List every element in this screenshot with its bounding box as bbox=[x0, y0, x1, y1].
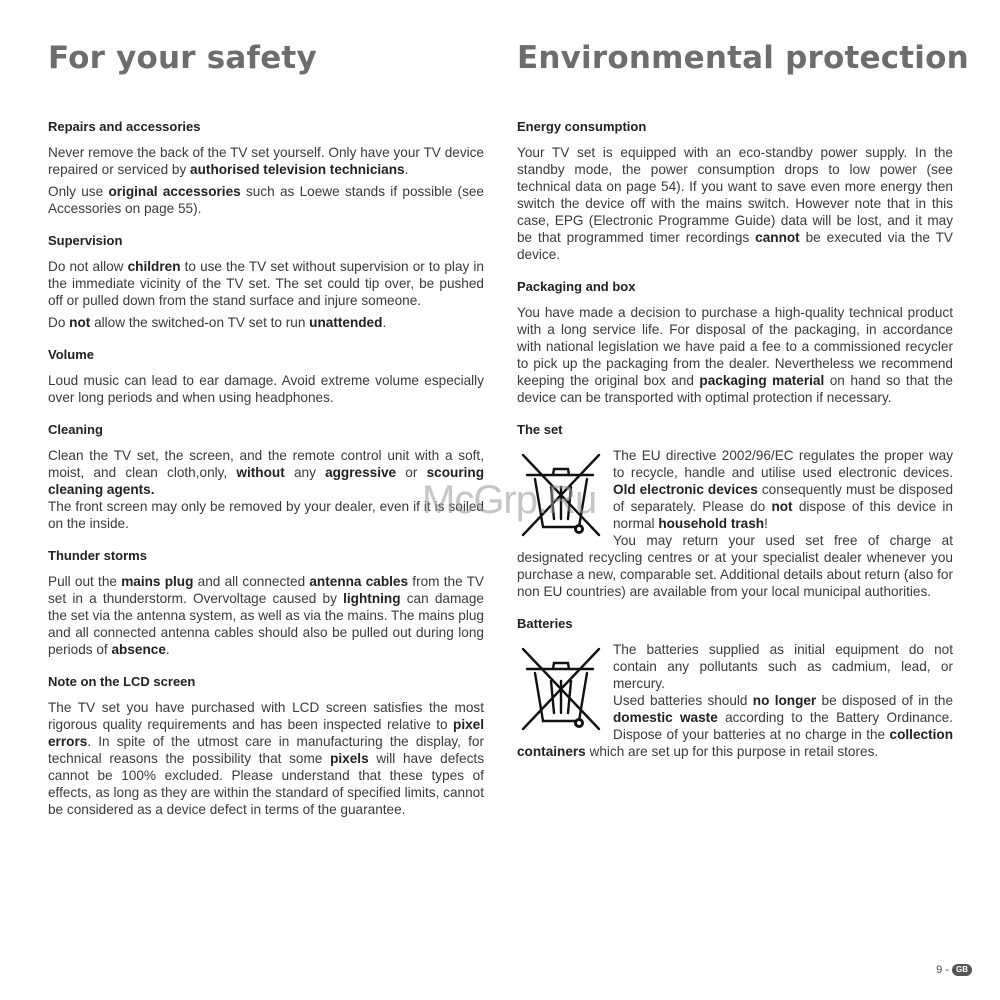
bold-text: no longer bbox=[752, 693, 817, 708]
section bbox=[48, 346, 484, 406]
bold-text: antenna cables bbox=[309, 574, 409, 589]
section bbox=[48, 421, 484, 532]
bold-text: not bbox=[771, 499, 793, 514]
bold-text: packaging material bbox=[699, 373, 825, 388]
page-number: 9 - bbox=[936, 964, 949, 976]
bold-text: mains plug bbox=[121, 574, 194, 589]
paragraph: Do not allow children to use the TV set without supervision or to play in the immediate vicinity of the TV set. The set could tip over, be pushed off or pulled down from the stand surface and injure someone. bbox=[48, 259, 484, 308]
section-heading: Packaging and box bbox=[517, 279, 636, 294]
bold-text: domestic waste bbox=[613, 710, 718, 725]
paragraph: Used batteries should no longer be disposed of in the domestic waste according to the Battery Ordinance. Dispose of your batteries at no charge in the collection containers which are set up for this purpose in retail stores. bbox=[517, 693, 954, 759]
watermark: McGrp.Ru bbox=[422, 478, 597, 522]
paragraph: Only use original accessories such as Loewe stands if possible (see Accessories on page 55). bbox=[48, 184, 484, 216]
paragraph: The TV set you have purchased with LCD screen satisfies the most rigorous quality requirements and has been inspected relative to pixel errors. In spite of the utmost care in manufacturing the display, for technical reasons the possibility that some pixels will have defects cannot be 100% excluded. Please understand that these types of effects, as long as they are within the standard of specified limits, cannot be considered as a device defect in terms of the guarantee. bbox=[48, 700, 484, 817]
left-content bbox=[48, 118, 484, 833]
section bbox=[48, 673, 484, 818]
section-heading: Supervision bbox=[48, 233, 123, 248]
right-content bbox=[517, 118, 953, 775]
paragraph: Clean the TV set, the screen, and the remote control unit with a soft, moist, and clean cloth,only, without any aggressive or scouring cleaning agents. bbox=[48, 448, 484, 497]
bold-text: children bbox=[127, 259, 181, 274]
paragraph: Your TV set is equipped with an eco-standby power supply. In the standby mode, the power consumption drops to low power (see technical data on page 54). If you want to save even more energy then switch the device off with the mains switch. However note that in this case, EPG (Electronic Programme Guide) data will be lost, and it may be that programmed timer recordings cannot be executed via the TV device. bbox=[517, 145, 953, 262]
bold-text: lightning bbox=[343, 591, 401, 606]
crossed-out-wheelie-bin-icon bbox=[517, 643, 605, 731]
section-heading: The set bbox=[517, 422, 563, 437]
section bbox=[517, 278, 953, 406]
bold-text: scouring cleaning agents. bbox=[48, 465, 484, 497]
section-heading: Energy consumption bbox=[517, 119, 647, 134]
bold-text: pixel errors bbox=[48, 717, 484, 749]
paragraph: Pull out the mains plug and all connected antenna cables from the TV set in a thunderstorm. Overvoltage caused by lightning can damage the set via the antenna system, as well as via the mains. The mains plug and all connected antenna cables should also be pulled out during long periods of absence. bbox=[48, 574, 484, 657]
section bbox=[517, 615, 953, 760]
paragraph: The front screen may only be removed by your dealer, even if it is soiled on the inside. bbox=[48, 499, 484, 531]
bold-text: aggressive bbox=[325, 465, 397, 480]
section-heading: Repairs and accessories bbox=[48, 119, 201, 134]
bold-text: not bbox=[69, 315, 91, 330]
bold-text: Old electronic devices bbox=[613, 482, 758, 497]
bold-text: authorised television technicians bbox=[190, 162, 405, 177]
bold-text: household trash bbox=[658, 516, 765, 531]
bold-text: without bbox=[236, 465, 285, 480]
section-heading: Batteries bbox=[517, 616, 573, 631]
section-heading: Cleaning bbox=[48, 422, 103, 437]
paragraph: You have made a decision to purchase a high-quality technical product with a long service life. For disposal of the packaging, in accordance with national legislation we have paid a fee to a commissioned recycler to pick up the packaging from the dealer. Nevertheless we recommend keeping the original box and packaging material on hand so that the device can be transported with optimal protection if necessary. bbox=[517, 305, 953, 405]
section-heading: Thunder storms bbox=[48, 548, 147, 563]
language-badge: GB bbox=[952, 964, 972, 976]
bold-text: absence bbox=[111, 642, 166, 657]
bold-text: cannot bbox=[755, 230, 800, 245]
paragraph: Do not allow the switched-on TV set to run unattended. bbox=[48, 315, 387, 330]
paragraph: The EU directive 2002/96/EC regulates the proper way to recycle, handle and utilise used electronic devices. Old electronic devices consequently must be disposed of separately. Please do not dispose of this device in normal household trash! bbox=[613, 448, 954, 531]
bold-text: original accessories bbox=[108, 184, 241, 199]
page-title-right: Environmental protection bbox=[517, 40, 969, 76]
page-title-left: For your safety bbox=[48, 40, 317, 76]
bold-text: collection containers bbox=[517, 727, 953, 759]
section-heading: Volume bbox=[48, 347, 94, 362]
paragraph: The batteries supplied as initial equipment do not contain any pollutants such as cadmium, lead, or mercury. bbox=[613, 642, 953, 691]
section-heading: Note on the LCD screen bbox=[48, 674, 196, 689]
paragraph: Never remove the back of the TV set yourself. Only have your TV device repaired or serviced by authorised television technicians. bbox=[48, 145, 484, 177]
section bbox=[48, 547, 484, 658]
paragraph: You may return your used set free of charge at designated recycling centres or at your specialist dealer whenever you purchase a new, comparable set. Additional details about return (also for non EU countries) are available from your local municipal authorities. bbox=[517, 533, 953, 599]
paragraph: Loud music can lead to ear damage. Avoid extreme volume especially over long periods and when using headphones. bbox=[48, 373, 484, 405]
section bbox=[517, 118, 953, 263]
section bbox=[48, 118, 484, 217]
page-footer bbox=[936, 964, 972, 976]
bold-text: pixels bbox=[330, 751, 369, 766]
bold-text: unattended bbox=[309, 315, 383, 330]
section bbox=[48, 232, 484, 331]
